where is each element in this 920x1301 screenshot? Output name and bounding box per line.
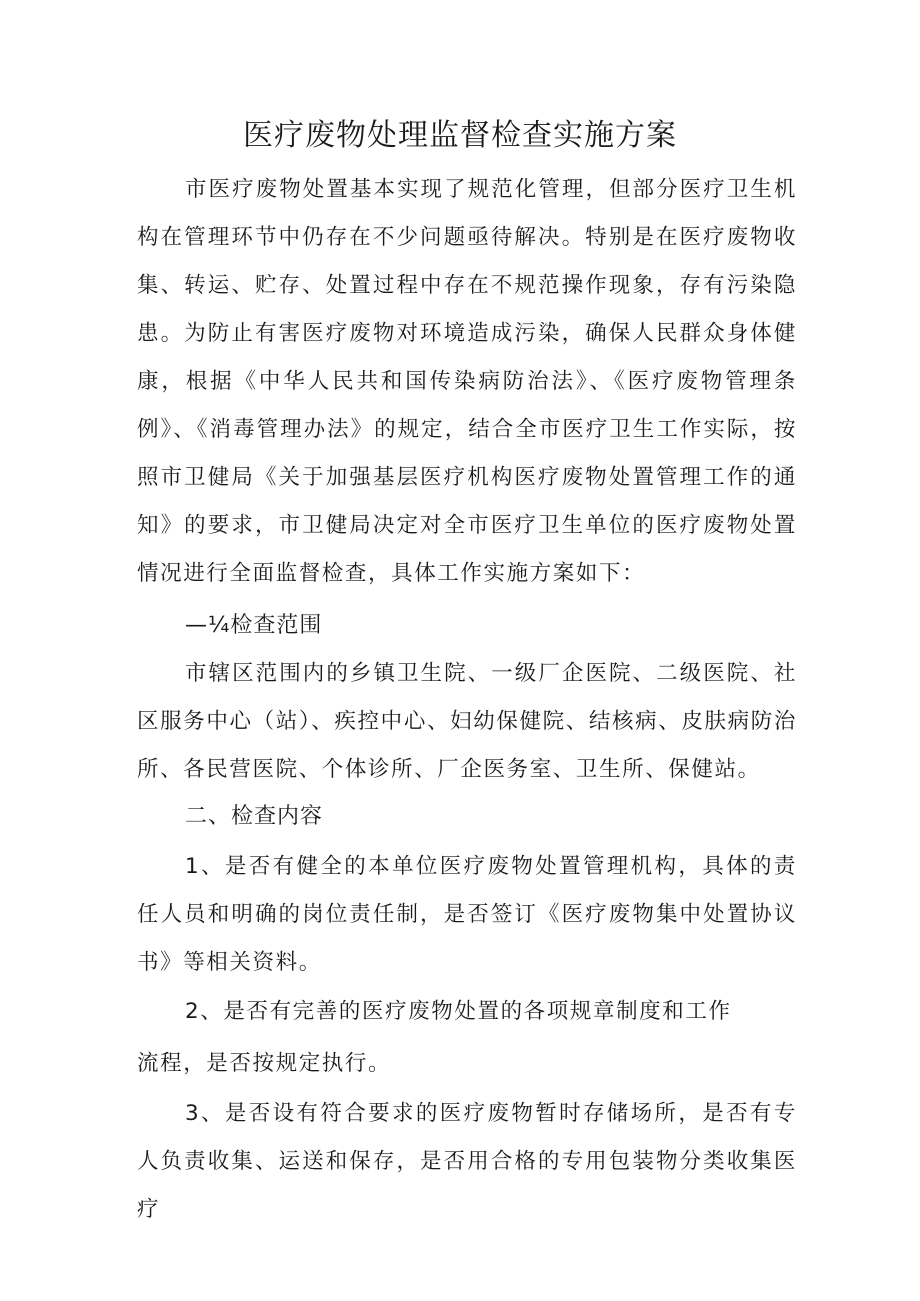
content-item-1: 1、是否有健全的本单位医疗废物处置管理机构，具体的责任人员和明确的岗位责任制，是否签订《医疗废物集中处置协议书》等相关资料。 — [137, 854, 797, 975]
scope-paragraph: 市辖区范围内的乡镇卫生院、一级厂企医院、二级医院、社区服务中心（站）、疾控中心、妇幼保健院、结核病、皮肤病防治所、各民营医院、个体诊所、厂企医务室、卫生所、保健站。 — [137, 661, 797, 782]
content-item-3: 3、是否设有符合要求的医疗废物暂时存储场所，是否有专人负责收集、运送和保存，是否用合格的专用包装物分类收集医疗 — [137, 1101, 797, 1222]
document-title: 医疗废物处理监督检查实施方案 — [243, 118, 677, 153]
content-item-2-line-2: 流程，是否按规定执行。 — [137, 1051, 392, 1076]
intro-paragraph: 市医疗废物处置基本实现了规范化管理，但部分医疗卫生机构在管理环节中仍存在不少问题亟待解决。特别是在医疗废物收集、转运、贮存、处置过程中存在不规范操作现象，存有污染隐患。为防止有害医疗废物对环境造成污染，确保人民群众身体健康，根据《中华人民共和国传染病防治法》、《医疗废物管理条例》、《消毒管理办法》的规定，结合全市医疗卫生工作实际，按照市卫健局《关于加强基层医疗机构医疗废物处置管理工作的通知》的要求，市卫健局决定对全市医疗卫生单位的医疗废物处置情况进行全面监督检查，具体工作实施方案如下： — [137, 177, 797, 586]
section-heading-content: 二、检查内容 — [185, 804, 324, 829]
section-heading-scope: —¼检查范围 — [185, 613, 323, 638]
content-item-2-line-1: 2、是否有完善的医疗废物处置的各项规章制度和工作 — [185, 999, 732, 1024]
